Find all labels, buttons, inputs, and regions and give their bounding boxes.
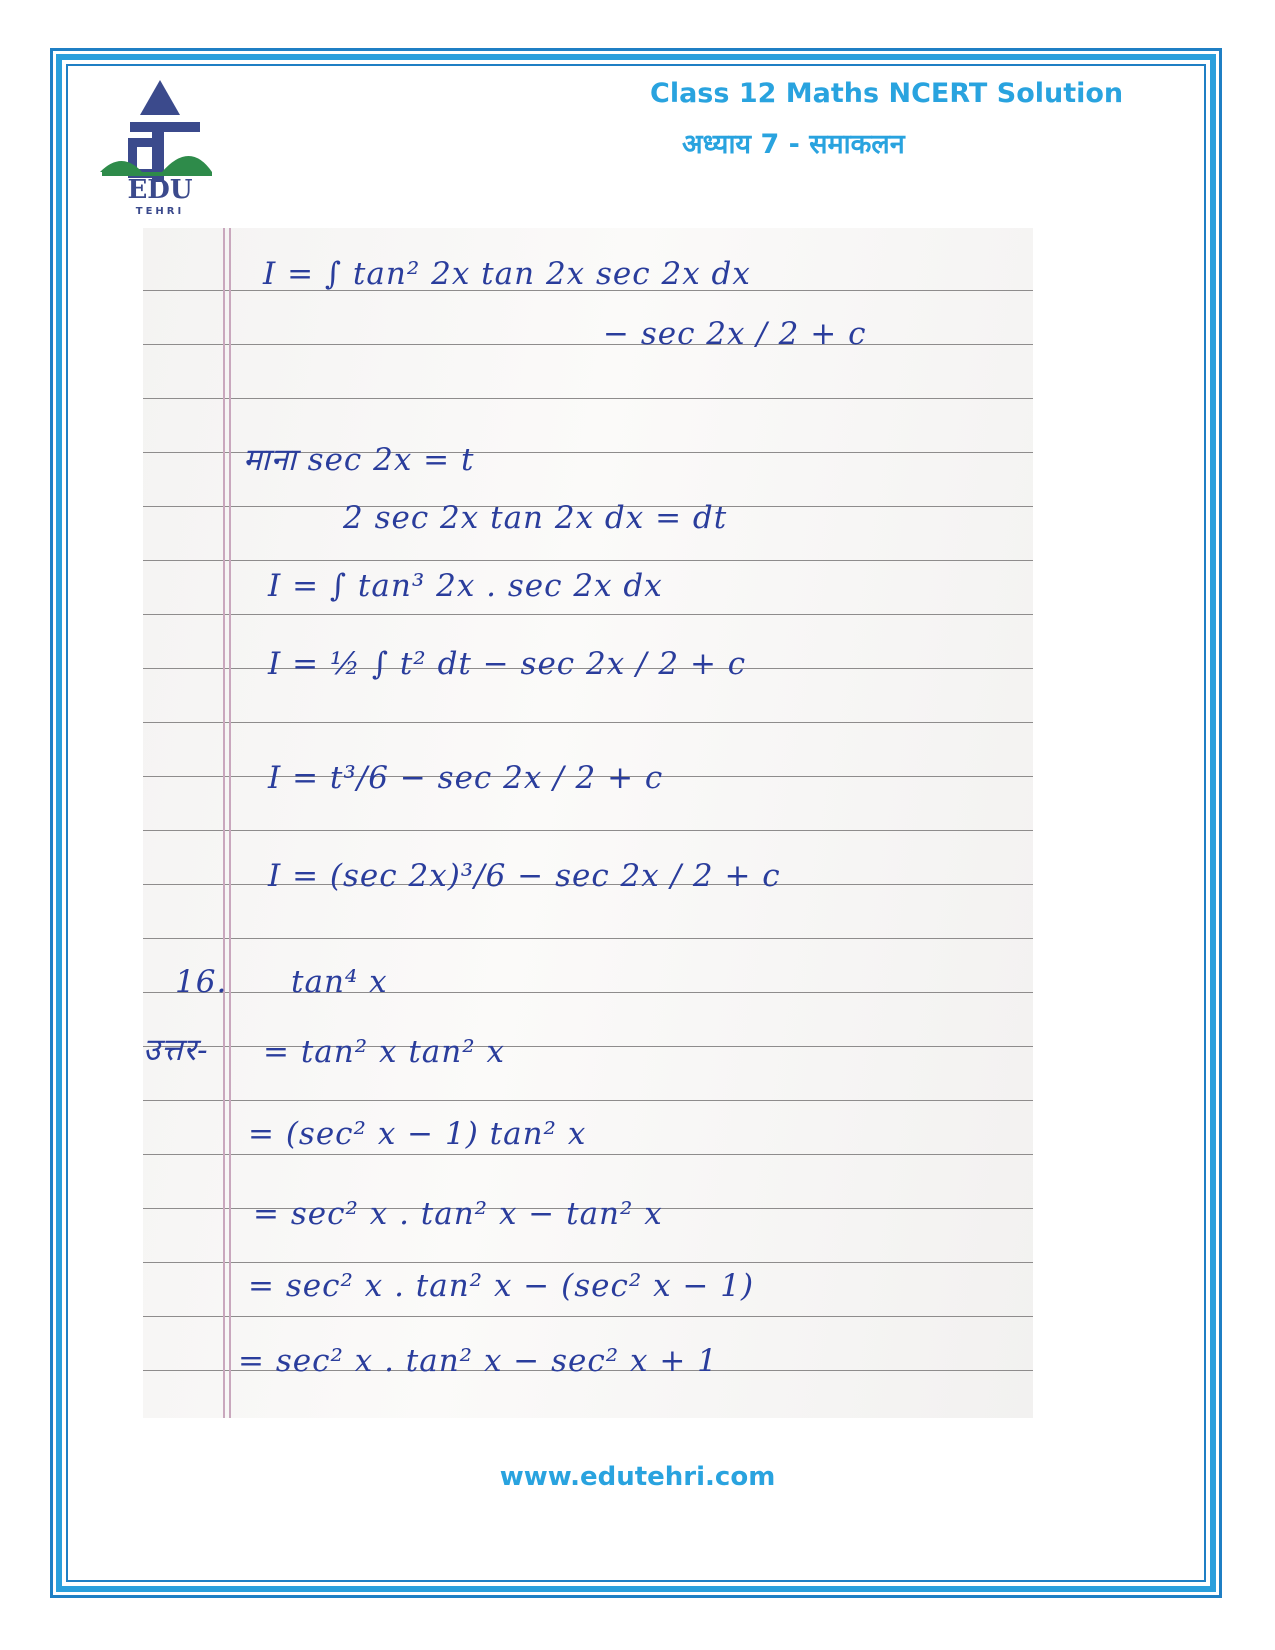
ruled-line bbox=[143, 1262, 1033, 1263]
solution-line: − sec 2x / 2 + c bbox=[603, 316, 867, 352]
solution-line: I = ∫ tan² 2x tan 2x sec 2x dx bbox=[263, 256, 751, 292]
solution-line: 2 sec 2x tan 2x dx = dt bbox=[343, 500, 728, 536]
footer-url: www.edutehri.com bbox=[499, 1462, 776, 1492]
ruled-line bbox=[143, 560, 1033, 561]
solution-line: I = ∫ tan³ 2x . sec 2x dx bbox=[268, 568, 663, 604]
svg-text:TEHRI: TEHRI bbox=[135, 206, 185, 217]
solution-line: I = ½ ∫ t² dt − sec 2x / 2 + c bbox=[268, 646, 747, 682]
ruled-line bbox=[143, 722, 1033, 723]
solution-line: = tan² x tan² x bbox=[263, 1034, 506, 1070]
ruled-line bbox=[143, 1100, 1033, 1101]
solution-line: I = (sec 2x)³/6 − sec 2x / 2 + c bbox=[268, 858, 781, 894]
margin-line bbox=[223, 228, 225, 1418]
chapter-title: अध्याय 7 - समाकलन bbox=[682, 129, 905, 160]
margin-line bbox=[229, 228, 231, 1418]
question-text: tan⁴ x bbox=[291, 964, 388, 1000]
edu-tehri-logo bbox=[100, 80, 220, 220]
ruled-line bbox=[143, 398, 1033, 399]
ruled-line bbox=[143, 1154, 1033, 1155]
ruled-line bbox=[143, 992, 1033, 993]
notebook-photo bbox=[143, 228, 1033, 1418]
ruled-line bbox=[143, 614, 1033, 615]
solution-line: = (sec² x − 1) tan² x bbox=[248, 1116, 587, 1152]
answer-label: उत्तर- bbox=[143, 1032, 209, 1068]
ruled-line bbox=[143, 344, 1033, 345]
header-title: Class 12 Maths NCERT Solution bbox=[650, 78, 1124, 109]
solution-line: = sec² x . tan² x − (sec² x − 1) bbox=[248, 1268, 755, 1304]
ruled-line bbox=[143, 938, 1033, 939]
svg-text:EDU: EDU bbox=[127, 175, 193, 205]
solution-line: = sec² x . tan² x − tan² x bbox=[253, 1196, 663, 1232]
solution-line: I = t³/6 − sec 2x / 2 + c bbox=[268, 760, 664, 796]
question-number: 16. bbox=[175, 964, 228, 1000]
ruled-line bbox=[143, 830, 1033, 831]
ruled-line bbox=[143, 1316, 1033, 1317]
solution-line: माना sec 2x = t bbox=[243, 442, 475, 478]
solution-line: = sec² x . tan² x − sec² x + 1 bbox=[238, 1343, 718, 1379]
